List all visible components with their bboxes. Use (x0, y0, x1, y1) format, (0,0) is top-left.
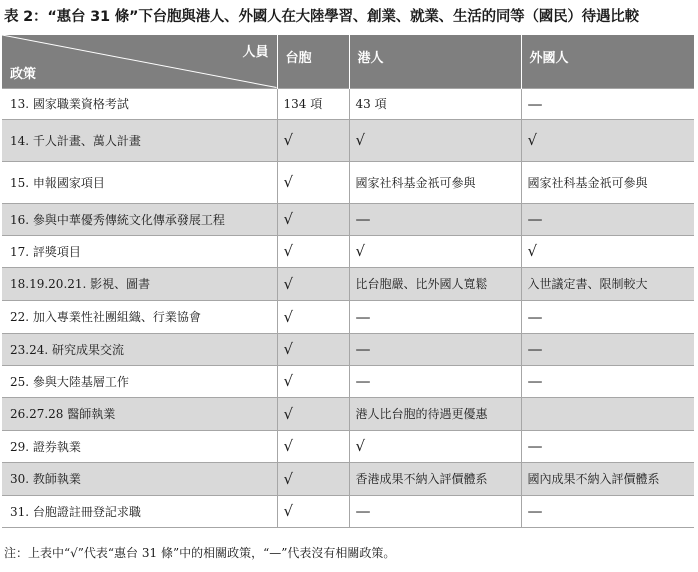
cell-foreign: — (521, 430, 694, 462)
table-header-row (2, 35, 694, 88)
header-corner-cell (2, 35, 277, 88)
cell-foreign: — (521, 203, 694, 235)
cell-foreign: — (521, 333, 694, 365)
cell-hongkong: 比台胞嚴、比外國人寬鬆 (349, 267, 521, 300)
cell-foreign: √ (521, 119, 694, 161)
cell-taiwan: √ (277, 267, 349, 300)
table-row (2, 430, 694, 462)
table-row (2, 88, 694, 119)
cell-taiwan: √ (277, 203, 349, 235)
cell-hongkong: 國家社科基金祇可參與 (349, 161, 521, 203)
header-people-label: 人員 (242, 45, 269, 60)
table-row (2, 365, 694, 397)
cell-taiwan: √ (277, 119, 349, 161)
table-title: 表 2：“惠台 31 條”下台胞與港人、外國人在大陸學習、創業、就業、生活的同等（國民）待遇比較 (4, 9, 639, 25)
table-row (2, 300, 694, 333)
cell-policy: 15. 申報國家項目 (2, 161, 277, 203)
cell-taiwan: √ (277, 462, 349, 495)
cell-hongkong: 港人比台胞的待遇更優惠 (349, 397, 521, 430)
cell-hongkong: — (349, 333, 521, 365)
cell-foreign: 入世議定書、限制較大 (521, 267, 694, 300)
cell-hongkong: — (349, 365, 521, 397)
cell-foreign: √ (521, 235, 694, 267)
cell-taiwan: √ (277, 161, 349, 203)
table-row (2, 203, 694, 235)
table-row (2, 161, 694, 203)
cell-policy: 16. 參與中華優秀傳統文化傳承發展工程 (2, 203, 277, 235)
cell-hongkong: 香港成果不納入評價體系 (349, 462, 521, 495)
cell-taiwan: √ (277, 430, 349, 462)
table-row (2, 119, 694, 161)
table-row (2, 462, 694, 495)
cell-taiwan: √ (277, 333, 349, 365)
cell-policy: 17. 評獎項目 (2, 235, 277, 267)
cell-foreign: 國家社科基金祇可參與 (521, 161, 694, 203)
table-row (2, 495, 694, 527)
cell-taiwan: √ (277, 365, 349, 397)
cell-policy: 26.27.28 醫師執業 (2, 397, 277, 430)
cell-taiwan: 134 項 (277, 88, 349, 119)
cell-taiwan: √ (277, 235, 349, 267)
cell-taiwan: √ (277, 397, 349, 430)
cell-hongkong: 43 項 (349, 88, 521, 119)
cell-policy: 23.24. 研究成果交流 (2, 333, 277, 365)
cell-policy: 18.19.20.21. 影視、圖書 (2, 267, 277, 300)
header-hongkong: 港人 (349, 35, 521, 88)
cell-foreign: — (521, 88, 694, 119)
cell-policy: 13. 國家職業資格考試 (2, 88, 277, 119)
cell-hongkong: — (349, 495, 521, 527)
cell-policy: 22. 加入專業性社團組織、行業協會 (2, 300, 277, 333)
cell-foreign: — (521, 365, 694, 397)
cell-hongkong: √ (349, 235, 521, 267)
cell-policy: 31. 台胞證註冊登記求職 (2, 495, 277, 527)
cell-hongkong: √ (349, 119, 521, 161)
diagonal-divider (2, 35, 277, 88)
table-footnote: 注：上表中“√”代表“惠台 31 條”中的相關政策，“—”代表沒有相關政策。 (4, 546, 396, 560)
cell-foreign: 國內成果不納入評價體系 (521, 462, 694, 495)
table-row (2, 397, 694, 430)
cell-policy: 14. 千人計畫、萬人計畫 (2, 119, 277, 161)
cell-foreign (521, 397, 694, 430)
table-row (2, 267, 694, 300)
cell-foreign: — (521, 495, 694, 527)
cell-policy: 30. 教師執業 (2, 462, 277, 495)
cell-policy: 29. 證券執業 (2, 430, 277, 462)
cell-hongkong: — (349, 300, 521, 333)
cell-policy: 25. 參與大陸基層工作 (2, 365, 277, 397)
table-row (2, 235, 694, 267)
header-foreign: 外國人 (521, 35, 694, 88)
cell-hongkong: — (349, 203, 521, 235)
header-policy-label: 政策 (10, 66, 37, 82)
cell-hongkong: √ (349, 430, 521, 462)
cell-taiwan: √ (277, 300, 349, 333)
comparison-table (2, 35, 694, 528)
header-taiwan: 台胞 (277, 35, 349, 88)
cell-foreign: — (521, 300, 694, 333)
cell-taiwan: √ (277, 495, 349, 527)
table-row (2, 333, 694, 365)
